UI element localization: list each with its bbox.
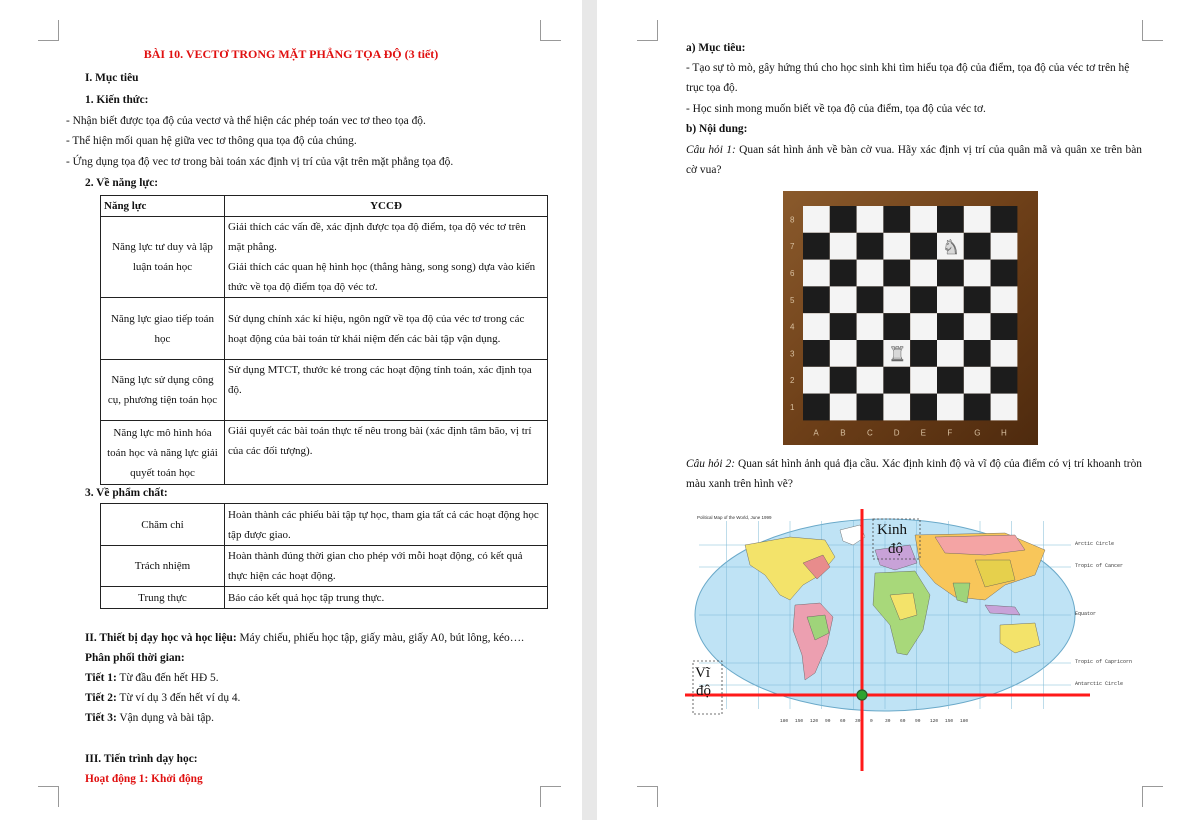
board-square [991, 367, 1018, 394]
competency-table [100, 195, 548, 485]
period-line [85, 668, 219, 688]
board-square [803, 260, 830, 287]
board-square [830, 233, 857, 260]
board-square [857, 260, 884, 287]
latitude-name: Equator [1075, 611, 1097, 617]
board-square [991, 394, 1018, 421]
rank-label: 6 [790, 269, 795, 278]
table-cell: Báo cáo kết quả học tập trung thực. [225, 587, 548, 609]
period-line [85, 708, 214, 728]
file-label: E [920, 428, 926, 438]
board-square [910, 394, 937, 421]
rank-label: 1 [790, 403, 795, 412]
board-square [883, 394, 910, 421]
crop-mark [38, 20, 59, 41]
board-square [910, 340, 937, 367]
knight-piece-icon: ♞ [942, 236, 960, 259]
question-label: Câu hỏi 2: [686, 458, 735, 470]
chessboard-image [783, 191, 1038, 445]
content-heading: b) Nội dung: [686, 123, 748, 135]
board-square [937, 394, 964, 421]
rank-label: 3 [790, 349, 795, 359]
board-square [991, 313, 1018, 340]
board-square [883, 206, 910, 233]
board-square [937, 313, 964, 340]
world-map-image [685, 505, 1133, 775]
board-square [910, 206, 937, 233]
rank-label: 5 [790, 295, 795, 305]
bullet-text: - Thể hiện mối quan hệ giữa vec tơ thông qua tọa độ của chúng. [66, 135, 357, 147]
equipment-text: Máy chiếu, phiếu học tập, giấy màu, giấy A0, bút lông, kéo…. [236, 632, 524, 644]
file-label: A [813, 428, 819, 438]
objective-text: - Học sinh mong muốn biết về tọa độ của điểm, tọa độ của véc tơ. [686, 103, 986, 115]
file-label: C [867, 428, 873, 438]
board-square [857, 233, 884, 260]
file-label: H [1001, 428, 1007, 438]
board-square [937, 340, 964, 367]
board-square [910, 260, 937, 287]
board-square [991, 206, 1018, 233]
board-square [991, 233, 1018, 260]
period-label: Tiết 3: [85, 712, 117, 724]
latitude-label: Vĩ [695, 665, 710, 681]
table-cell: Hoàn thành các phiếu bài tập tự học, tham gia tất cả các hoạt động học tập được giao. [225, 504, 548, 546]
file-label: G [974, 428, 981, 438]
equipment-line [85, 628, 524, 648]
table-cell: Năng lực giao tiếp toán học [101, 298, 225, 360]
board-square [803, 394, 830, 421]
table-cell: Sử dụng MTCT, thước kẻ trong các hoạt động tính toán, xác định tọa độ. [225, 360, 548, 421]
longitude-tick: 30 [885, 719, 891, 724]
board-square [830, 340, 857, 367]
rank-label: 7 [790, 242, 795, 252]
crop-mark [637, 20, 658, 41]
subsection-heading: 2. Về năng lực: [85, 177, 159, 189]
board-square [803, 286, 830, 313]
longitude-labels [780, 718, 968, 724]
board-square [830, 313, 857, 340]
question-text: Quan sát hình ảnh quả địa cầu. Xác định kinh độ và vĩ độ của điểm có vị trí khoanh tròn màu xanh trên hình vẽ? [686, 458, 1142, 490]
longitude-label: Kinh [877, 522, 907, 538]
crop-mark [1142, 20, 1163, 41]
board-square [883, 367, 910, 394]
board-square [803, 340, 830, 367]
board-square [803, 206, 830, 233]
table-header: YCCĐ [225, 196, 548, 217]
crop-mark [1142, 786, 1163, 807]
table-cell: Năng lực tư duy và lập luận toán học [101, 217, 225, 298]
question-2 [686, 454, 1142, 494]
subsection-heading: 1. Kiến thức: [85, 94, 149, 106]
board-square [883, 260, 910, 287]
bullet-text: - Nhận biết được tọa độ của vectơ và thể hiện các phép toán vec tơ theo tọa độ. [66, 115, 426, 127]
section-heading: I. Mục tiêu [85, 72, 139, 84]
table-cell: Hoàn thành đúng thời gian cho phép với mỗi hoạt động, có kết quả thực hiện các hoạt động. [225, 546, 548, 587]
file-label: D [893, 428, 900, 438]
document-page-right [597, 0, 1182, 820]
period-text: Vận dụng và bài tập. [116, 712, 214, 724]
board-square [883, 286, 910, 313]
schedule-heading: Phân phối thời gian: [85, 652, 185, 664]
table-cell: Trung thực [101, 587, 225, 609]
longitude-tick: 120 [930, 719, 939, 724]
board-square [964, 206, 991, 233]
rank-label: 4 [790, 322, 795, 332]
longitude-tick: 150 [945, 719, 954, 724]
objective-heading: a) Mục tiêu: [686, 42, 746, 54]
board-square [830, 206, 857, 233]
board-square [964, 340, 991, 367]
table-cell: Giải thích các vấn đề, xác định được tọa độ điểm, tọa độ véc tơ trên mặt phẳng. Giải thích các quan hệ hình học (thẳng hàng, song song) dựa vào kiến thức về tọa độ điểm tọa độ véc tơ. [225, 217, 548, 298]
board-square [910, 367, 937, 394]
board-square [937, 260, 964, 287]
board-square [857, 394, 884, 421]
longitude-tick: 180 [960, 719, 969, 724]
board-square [830, 367, 857, 394]
board-square [964, 233, 991, 260]
map-title: Political Map of the World, June 1999 [697, 515, 772, 520]
table-cell: Năng lực mô hình hóa toán học và năng lực giải quyết toán học [101, 421, 225, 485]
longitude-tick: 180 [780, 719, 789, 724]
period-text: Từ đầu đến hết HĐ 5. [116, 672, 219, 684]
board-square [964, 367, 991, 394]
board-square [937, 367, 964, 394]
file-label: B [840, 428, 846, 438]
table-cell: Chăm chỉ [101, 504, 225, 546]
longitude-tick: 90 [825, 719, 831, 724]
board-square [830, 394, 857, 421]
longitude-tick: 90 [915, 719, 921, 724]
crop-mark [540, 20, 561, 41]
activity-heading: Hoạt động 1: Khởi động [85, 773, 203, 785]
period-label: Tiết 2: [85, 692, 117, 704]
file-label: F [947, 428, 953, 438]
latitude-name: Antarctic Circle [1075, 681, 1124, 687]
board-square [857, 206, 884, 233]
equipment-heading: II. Thiết bị dạy học và học liệu: [85, 632, 237, 644]
board-square [857, 313, 884, 340]
board-square [830, 260, 857, 287]
rank-label: 2 [790, 376, 795, 386]
question-text: Quan sát hình ảnh về bàn cờ vua. Hãy xác định vị trí của quân mã và quân xe trên bàn cờ vua? [686, 144, 1142, 176]
quality-table [100, 503, 548, 609]
crop-mark [540, 786, 561, 807]
board-square [803, 313, 830, 340]
crop-mark [38, 786, 59, 807]
longitude-tick: 150 [795, 719, 804, 724]
rook-piece-icon: ♜ [888, 344, 907, 366]
section-heading: III. Tiến trình dạy học: [85, 753, 198, 765]
rank-label: 8 [790, 215, 795, 225]
document-page-left [0, 0, 582, 820]
question-1 [686, 140, 1142, 180]
board-square [964, 313, 991, 340]
longitude-tick: 30 [855, 719, 861, 724]
board-square [857, 286, 884, 313]
latitude-name: Tropic of Capricorn [1075, 659, 1133, 665]
objective-text: - Tạo sự tò mò, gây hứng thú cho học sinh khi tìm hiểu tọa độ của điểm, tọa độ của véc tơ trên hệ trục tọa độ. [686, 62, 1130, 94]
longitude-tick: 60 [900, 719, 906, 724]
board-square [857, 367, 884, 394]
table-cell: Trách nhiệm [101, 546, 225, 587]
table-header: Năng lực [101, 196, 225, 217]
board-square [883, 313, 910, 340]
longitude-tick: 60 [840, 719, 846, 724]
board-square [991, 260, 1018, 287]
table-cell: Sử dụng chính xác kí hiệu, ngôn ngữ về tọa độ của véc tơ trong các hoạt động của bài toán từ khái niệm đến các bài tập vận dụng. [225, 298, 548, 360]
board-square [991, 340, 1018, 367]
crop-mark [637, 786, 658, 807]
period-line [85, 688, 240, 708]
board-square [964, 286, 991, 313]
period-text: Từ ví dụ 3 đến hết ví dụ 4. [116, 692, 241, 704]
longitude-tick: 0 [870, 719, 873, 724]
board-square [937, 206, 964, 233]
latitude-name: Arctic Circle [1075, 541, 1115, 547]
board-square [910, 233, 937, 260]
board-square [803, 367, 830, 394]
board-square [803, 233, 830, 260]
latitude-labels [1075, 541, 1132, 687]
question-label: Câu hỏi 1: [686, 144, 736, 156]
longitude-tick: 120 [810, 719, 819, 724]
bullet-text: - Ứng dụng tọa độ vec tơ trong bài toán xác định vị trí của vật trên mặt phẳng tọa độ. [66, 156, 454, 168]
marked-point [857, 690, 867, 700]
board-square [910, 286, 937, 313]
board-square [857, 340, 884, 367]
board-square [883, 233, 910, 260]
board-square [910, 313, 937, 340]
latitude-name: Tropic of Cancer [1075, 563, 1124, 569]
board-square [830, 286, 857, 313]
board-square [937, 286, 964, 313]
board-squares [803, 206, 1017, 420]
board-square [964, 260, 991, 287]
table-cell: Giải quyết các bài toán thực tế nêu trong bài (xác định tâm bão, vị trí của các đối tượng). [225, 421, 548, 485]
longitude-label: độ [888, 541, 903, 557]
lesson-title: BÀI 10. VECTƠ TRONG MẶT PHẲNG TỌA ĐỘ (3 tiết) [143, 47, 439, 61]
board-square [991, 286, 1018, 313]
table-cell: Năng lực sử dụng công cụ, phương tiện toán học [101, 360, 225, 421]
subsection-heading: 3. Về phẩm chất: [85, 487, 168, 499]
board-square [964, 394, 991, 421]
period-label: Tiết 1: [85, 672, 117, 684]
latitude-label: độ [696, 683, 711, 699]
